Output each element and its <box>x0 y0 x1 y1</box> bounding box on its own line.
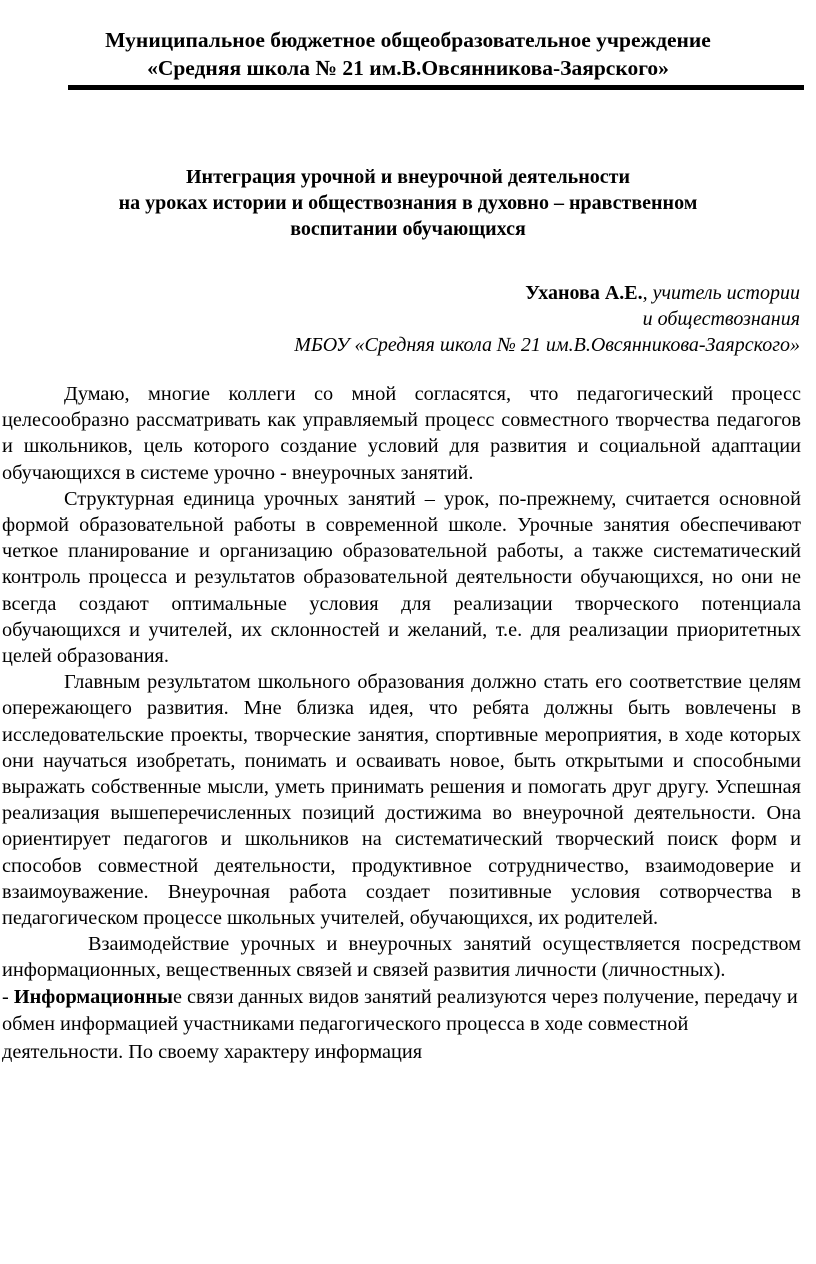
paragraph-5-text: е связи данных видов занятий реализуются через получение, передачу и обмен информацией участниками педагогического процесса в ходе совместной деятельности. По своему характеру информация <box>2 985 798 1063</box>
title-line1: Интеграция урочной и внеурочной деятельности <box>185 166 630 188</box>
institution-name-line2: «Средняя школа № 21 им.В.Овсянникова-Заярского» <box>147 56 669 80</box>
author-role-line2: и обществознания <box>642 308 800 330</box>
title-line2: на уроках истории и обществознания в духовно – нравственном <box>118 192 698 214</box>
paragraph-5 <box>2 984 801 1067</box>
institution-name-line1: Муниципальное бюджетное общеобразовательное учреждение <box>105 28 711 52</box>
paragraph-3: Главным результатом школьного образования должно стать его соответствие целям опережающего развития. Мне близка идея, что ребята должны быть вовлечены в исследовательские проекты, творческие занятия, спортивные мероприятия, в ходе которых они научаться изобретать, понимать и осваивать новое, быть открытыми и способными выражать собственные мысли, уметь принимать решения и помогать друг другу. Успешная реализация вышеперечисленных позиций достижима во внеурочной деятельности. Она ориентирует педагогов и школьников на систематический творческий поиск форм и способов совместной деятельности, продуктивное сотрудничество, взаимодоверие и взаимоуважение. Внеурочная работа создает позитивные условия сотворчества в педагогическом процессе школьных учителей, обучающихся, их родителей. <box>2 671 801 930</box>
paragraph-2: Структурная единица урочных занятий – урок, по-прежнему, считается основной формой образовательной работы в современной школе. Урочные занятия обеспечивают четкое планирование и организацию образовательной работы, а также систематический контроль процесса и результатов образовательной деятельности обучающихся, но они не всегда создают оптимальные условия для реализации творческого потенциала обучающихся и учителей, их склонностей и желаний, т.е. для реализации приоритетных целей образования. <box>2 487 801 668</box>
paragraph-5-bold-term: Информационны <box>13 985 173 1008</box>
institution-header <box>70 26 746 82</box>
paragraph-1: Думаю, многие коллеги со мной согласятся, что педагогический процесс целесообразно рассматривать как управляемый процесс совместного творчества педагогов и школьников, цель которого создание условий для развития и социальной адаптации обучающихся в системе урочно - внеурочных занятий. <box>2 383 801 484</box>
paragraph-5-prefix: - <box>2 985 14 1008</box>
author-organization: МБОУ «Средняя школа № 21 им.В.Овсянникова-Заярского» <box>294 334 800 356</box>
paragraph-4: Взаимодействие урочных и внеурочных занятий осуществляется посредством информационных, вещественных связей и связей развития личности (личностных). <box>2 933 801 982</box>
author-info <box>40 280 800 358</box>
document-title <box>40 164 776 242</box>
author-role: , учитель истории <box>642 282 800 304</box>
document-body <box>2 381 801 1066</box>
title-line3: воспитании обучающихся <box>290 218 526 240</box>
author-name: Уханова А.Е. <box>525 282 643 304</box>
author-line1 <box>40 280 800 306</box>
header-divider <box>68 85 804 90</box>
